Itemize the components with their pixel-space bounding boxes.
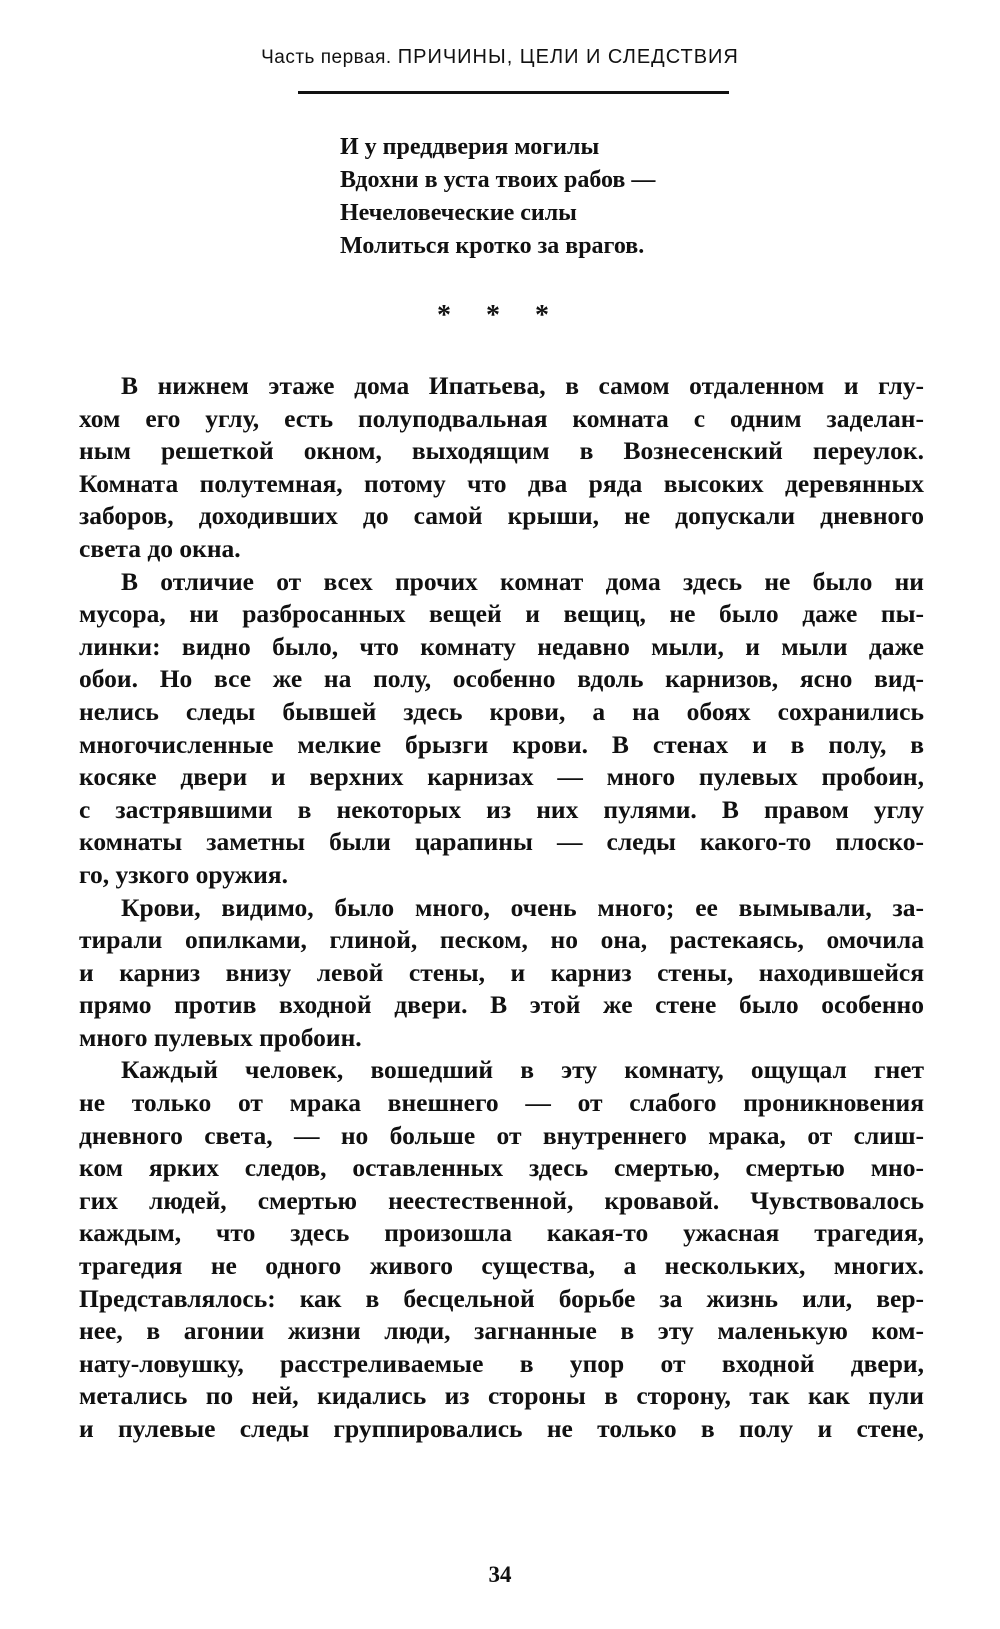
text-line: Каждый человек, вошедший в эту комнату, ощущал гнет (121, 1055, 924, 1085)
text-line: Представлялось: как в бесцельной борьбе за жизнь или, вер- (79, 1283, 924, 1313)
text-line: ком ярких следов, оставленных здесь смертью, смертью мно- (79, 1153, 924, 1183)
text-line: много пулевых пробоин. (79, 1022, 362, 1052)
text-line: дневного света, — но больше от внутреннего мрака, от слиш- (79, 1120, 924, 1150)
text-line: и пулевые следы группировались не только в полу и стене, (79, 1414, 924, 1443)
verse-line: Молиться кротко за врагов. (340, 233, 645, 259)
text-line: нее, в агонии жизни люди, загнанные в эту маленькую ком- (79, 1316, 924, 1346)
text-line: В отличие от всех прочих комнат дома здесь не было ни (121, 566, 924, 596)
text-line: трагедия не одного живого существа, а нескольких, многих. (79, 1251, 924, 1281)
text-line: и карниз внизу левой стены, и карниз стены, находившейся (79, 957, 924, 987)
text-line: метались по ней, кидались из стороны в сторону, так как пули (79, 1381, 924, 1411)
running-head-part: Часть первая. (261, 47, 392, 68)
epigraph-verse (340, 131, 655, 263)
text-line: не только от мрака внешнего — от слабого проникновения (79, 1088, 924, 1118)
text-line: Комната полутемная, потому что два ряда высоких деревянных (79, 468, 924, 498)
text-line: мусора, ни разбросанных вещей и вещиц, не было даже пы- (79, 599, 924, 629)
text-line: ным решеткой окном, выходящим в Вознесенский переулок. (79, 436, 924, 466)
verse-line: И у преддверия могилы (340, 134, 600, 160)
text-line: обои. Но все же на полу, особенно вдоль карнизов, ясно вид- (79, 664, 924, 694)
running-head-title: ПРИЧИНЫ, ЦЕЛИ И СЛЕДСТВИЯ (397, 46, 739, 68)
text-line: тирали опилками, глиной, песком, но она, растекаясь, омочила (79, 925, 924, 955)
text-line: с застрявшими в некоторых из них пулями. В правом углу (79, 794, 924, 824)
text-line: хом его углу, есть полуподвальная комната с одним заделан- (79, 403, 924, 433)
text-line: линки: видно было, что комнату недавно мыли, и мыли даже (79, 631, 924, 661)
verse-line: Вдохни в уста твоих рабов — (340, 167, 656, 193)
page-number: 34 (488, 1562, 512, 1587)
text-line: заборов, доходивших до самой крыши, не допускали дневного (79, 501, 924, 531)
text-line: нелись следы бывшей здесь крови, а на обоях сохранились (79, 696, 924, 726)
text-line: света до окна. (79, 533, 241, 563)
text-line: В нижнем этаже дома Ипатьева, в самом отдаленном и глу- (121, 371, 924, 400)
verse-line: Нечеловеческие силы (340, 200, 577, 226)
text-line: нату-ловушку, расстреливаемые в упор от входной двери, (79, 1348, 924, 1378)
text-line: комнаты заметны были царапины — следы какого-то плоско- (79, 827, 924, 857)
text-line: многочисленные мелкие брызги крови. В стенах и в полу, в (79, 729, 924, 759)
text-line: Крови, видимо, было много, очень много; ее вымывали, за- (121, 892, 924, 922)
text-line: каждым, что здесь произошла какая-то ужасная трагедия, (79, 1218, 924, 1248)
header-rule (298, 91, 729, 94)
running-head (0, 46, 1000, 69)
text-line: прямо против входной двери. В этой же стене было особенно (79, 990, 924, 1020)
text-line: го, узкого оружия. (79, 859, 288, 889)
text-line: косяке двери и верхних карнизах — много пулевых пробоин, (79, 762, 924, 792)
body-text (79, 370, 924, 1446)
text-line: гих людей, смертью неестественной, кровавой. Чувствовалось (79, 1185, 924, 1215)
section-separator: * * * (437, 300, 563, 331)
